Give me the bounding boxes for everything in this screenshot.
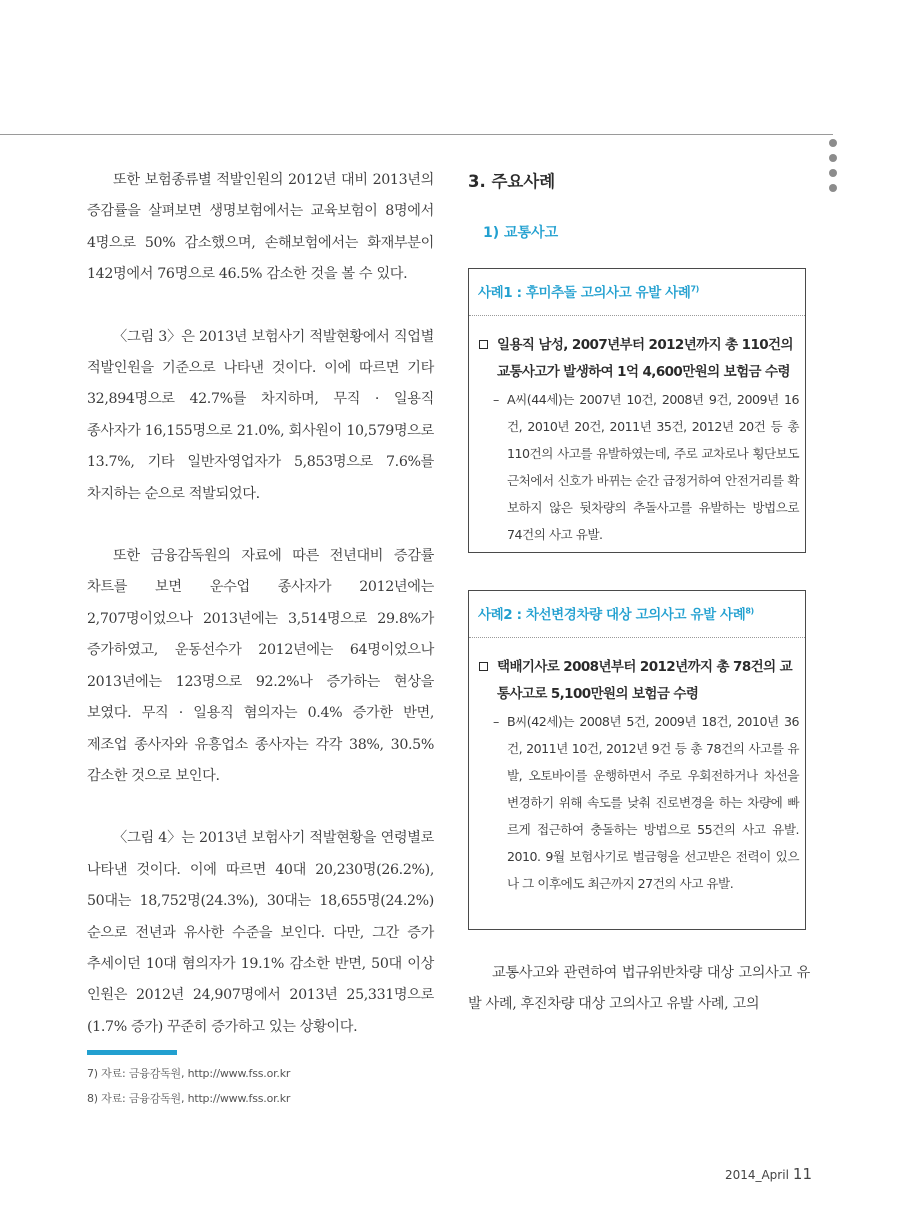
sub-title: 1) 교통사고	[483, 225, 559, 241]
page-dots-decoration	[829, 139, 839, 199]
dot-icon	[829, 154, 837, 162]
left-column	[87, 165, 434, 1074]
case-box-1	[468, 268, 806, 553]
case-detail-text: A씨(44세)는 2007년 10건, 2008년 9건, 2009년 16건, 2010년 20건, 2011년 35건, 2012년 20건 등 총 110건의 사고를 유발하였는데, 주로 교차로나 횡단보도 근처에서 신호가 바뀌는 순간 급정거하여 안전거리를 확보하지 않은 뒷차량의 추돌사고를 유발하는 방법으로 74건의 사고 유발.	[507, 392, 799, 542]
case-divider	[469, 637, 805, 638]
case-summary-text: 일용직 남성, 2007년부터 2012년까지 총 110건의 교통사고가 발생하여 1억 4,600만원의 보험금 수령	[497, 337, 793, 380]
case-title-text: 사례2 : 차선변경차량 대상 고의사고 유발 사례	[478, 607, 746, 623]
body-paragraph: 〈그림 3〉은 2013년 보험사기 적발현황에서 직업별 적발인원을 기준으로 나타낸 것이다. 이에 따르면 기타 32,894명으로 42.7%를 차지하며, 무직 · 일용직 종사자가 16,155명으로 21.0%, 회사원이 10,579명으로 13.7%, 기타 일반자영업자가 5,853명으로 7.6%를 차지하는 순으로 적발되었다.	[87, 328, 434, 502]
footnote-ref: 7)	[690, 284, 699, 294]
case-title-text: 사례1 : 후미추돌 고의사고 유발 사례	[478, 285, 691, 301]
body-paragraph: 또한 보험종류별 적발인원의 2012년 대비 2013년의 증감률을 살펴보면 생명보험에서는 교육보험이 8명에서 4명으로 50% 감소했으며, 손해보험에서는 화재부분이 142명에서 76명으로 46.5% 감소한 것을 볼 수 있다.	[87, 172, 434, 283]
dot-icon	[829, 169, 837, 177]
checkbox-square-icon	[479, 340, 488, 349]
case-summary-text: 택배기사로 2008년부터 2012년까지 총 78건의 교통사고로 5,100만원의 보험금 수령	[497, 659, 793, 702]
issue-label: 2014_April	[724, 1168, 789, 1182]
footnote: 8) 자료: 금융감독원, http://www.fss.or.kr	[87, 1092, 291, 1105]
page-footer	[725, 1164, 812, 1183]
case-divider	[469, 315, 805, 316]
section-title: 3. 주요사례	[468, 172, 556, 191]
case-detail	[493, 708, 799, 897]
header-rule	[0, 134, 833, 135]
dot-icon	[829, 184, 837, 192]
body-paragraph: 교통사고와 관련하여 법규위반차량 대상 고의사고 유발 사례, 후진차량 대상 고의사고 유발 사례, 고의	[468, 965, 810, 1012]
body-paragraph: 또한 금융감독원의 자료에 따른 전년대비 증감률 차트를 보면 운수업 종사자가 2012년에는 2,707명이었으나 2013년에는 3,514명으로 29.8%가 증가하였고, 운동선수가 2012년에는 64명이었으나 2013년에는 123명으로 92.2%나 증가하는 현상을 보였다. 무직 · 일용직 혐의자는 0.4% 증가한 반면, 제조업 종사자와 유흥업소 종사자는 각각 38%, 30.5% 감소한 것으로 보인다.	[87, 548, 434, 784]
case-summary	[497, 654, 799, 708]
case-title	[469, 591, 805, 637]
right-column	[468, 165, 810, 248]
footnote: 7) 자료: 금융감독원, http://www.fss.or.kr	[87, 1067, 291, 1080]
body-paragraph: 〈그림 4〉는 2013년 보험사기 적발현황을 연령별로 나타낸 것이다. 이에 따르면 40대 20,230명(26.2%), 50대는 18,752명(24.3%), 30대는 18,655명(24.2%) 순으로 전년과 유사한 수준을 보인다. 다만, 그간 증가 추세이던 10대 혐의자가 19.1% 감소한 반면, 50대 이상 인원은 2012년 24,907명에서 2013년 25,331명으로 (1.7% 증가) 꾸준히 증가하고 있는 상황이다.	[87, 830, 434, 1035]
case-title	[469, 269, 805, 315]
page-number: 11	[792, 1165, 812, 1183]
dash-bullet: –	[493, 714, 499, 729]
dash-bullet: –	[493, 392, 499, 407]
checkbox-square-icon	[479, 662, 488, 671]
case-box-2	[468, 590, 806, 930]
footnote-ref: 8)	[745, 606, 754, 616]
case-detail-text: B씨(42세)는 2008년 5건, 2009년 18건, 2010년 36건, 2011년 10건, 2012년 9건 등 총 78건의 사고를 유발, 오토바이를 운행하면서 주로 우회전하거나 차선을 변경하기 위해 속도를 낮춰 진로변경을 하는 차량에 빠르게 접근하여 충돌하는 방법으로 55건의 사고 유발. 2010. 9월 보험사기로 벌금형을 선고받은 전력이 있으나 그 이후에도 최근까지 27건의 사고 유발.	[507, 714, 799, 891]
dot-icon	[829, 139, 837, 147]
case-detail	[493, 386, 799, 548]
case-summary	[497, 332, 799, 386]
footnote-accent-bar	[87, 1050, 177, 1055]
